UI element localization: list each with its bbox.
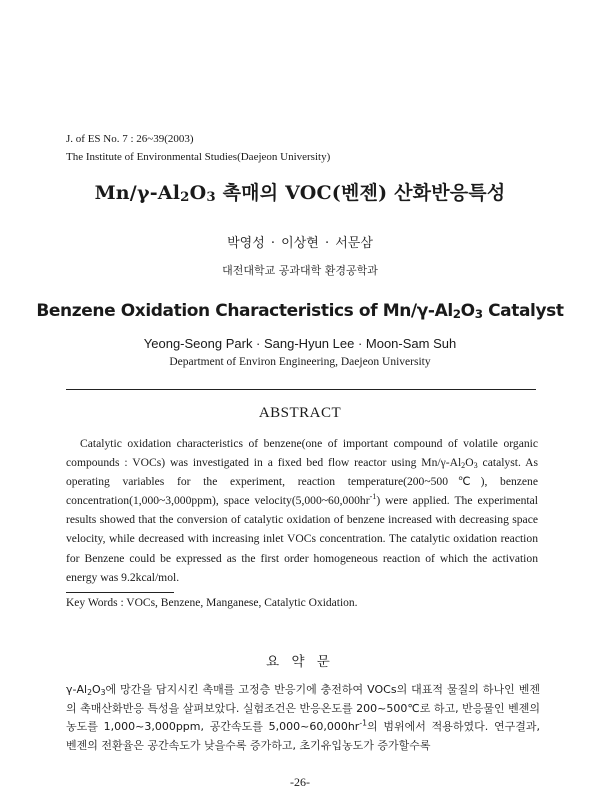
korean-title-suffix: 촉매의 VOC(벤젠) 산화반응특성 [215, 182, 506, 204]
english-authors: Yeong-Seong Park · Sang-Hyun Lee · Moon-Sam Suh [143, 336, 457, 351]
abstract-part3: ) were applied. The experimental results showed that the conversion of catalytic oxidation of benzene increased with decreasing space velocity, while decreased with increasing inlet VOCs concentration. The catalytic oxidation reaction for Benzene could be expressed as the first order homogeneous reaction of which the activation energy was 9.2kcal/mol. [66, 494, 538, 584]
english-title-sub2: 3 [474, 307, 483, 321]
korean-title-sub2: 3 [206, 190, 216, 205]
abstract-sub2: 3 [473, 461, 478, 471]
english-title-sub1: 2 [452, 307, 461, 321]
english-title-suffix: Catalyst [482, 301, 564, 321]
journal-header [66, 130, 330, 166]
journal-citation: J. of ES No. 7 : 26~39(2003) [66, 133, 194, 145]
summary-part3: 의 범위에서 적용하였다. 연구결과, 벤젠의 전환율은 공간속도가 낮을수록 증가하고, 초기유입농도가 증가할수록 [66, 720, 540, 752]
english-title [0, 301, 600, 321]
korean-department: 대전대학교 공과대학 환경공학과 [222, 264, 378, 277]
english-title-prefix: Benzene Oxidation Characteristics of Mn/γ-Al [36, 301, 453, 321]
korean-title-mid: O [189, 182, 207, 204]
summary-sub2: 3 [100, 688, 106, 697]
summary-part1: γ-Al [66, 683, 88, 696]
abstract-sup: -1 [369, 492, 377, 502]
abstract-text [66, 434, 538, 587]
summary-o: O [91, 683, 101, 696]
korean-authors: 박영성 · 이상현 · 서문삼 [227, 236, 373, 251]
summary-heading: 요 약 문 [266, 654, 334, 670]
summary-sup: -1 [359, 718, 367, 728]
abstract-divider [66, 389, 536, 390]
korean-title [0, 178, 600, 205]
abstract-part1: Catalytic oxidation characteristics of benzene(one of important compound of volatile organic compounds : VOCs) was investigated in a fixed bed flow reactor using Mn/γ-Al [66, 437, 538, 470]
korean-title-sub1: 2 [180, 190, 190, 205]
keywords-divider [66, 592, 174, 593]
english-department: Department of Environ Engineering, Daejeon University [169, 356, 431, 368]
summary-text [66, 681, 540, 755]
page-number: -26- [290, 775, 310, 789]
abstract-heading: ABSTRACT [258, 405, 342, 421]
summary-part2: 에 망간을 담지시킨 촉매를 고정층 반응기에 충전하여 VOCs의 대표적 물질의 하나인 벤젠의 촉매산화반응 특성을 살펴보았다. 실험조건은 반응온도를 200~500℃로 하고, 반응물인 벤젠의 농도를 1,000~3,000ppm, 공간속도를 5,000~60,000hr [66, 683, 540, 734]
abstract-sub1: 2 [461, 461, 466, 471]
abstract-o: O [465, 456, 474, 470]
summary-sub1: 2 [87, 688, 92, 697]
journal-institute: The Institute of Environmental Studies(Daejeon University) [66, 151, 331, 163]
abstract-part2: catalyst. As operating variables for the experiment, reaction temperature(200~500℃), benzene concentration(1,000~3,000ppm), space velocity(5,000~60,000hr [66, 456, 538, 508]
keywords: Key Words : VOCs, Benzene, Manganese, Catalytic Oxidation. [66, 597, 358, 609]
english-title-mid: O [460, 301, 475, 321]
korean-title-prefix: Mn/γ-Al [94, 182, 181, 204]
